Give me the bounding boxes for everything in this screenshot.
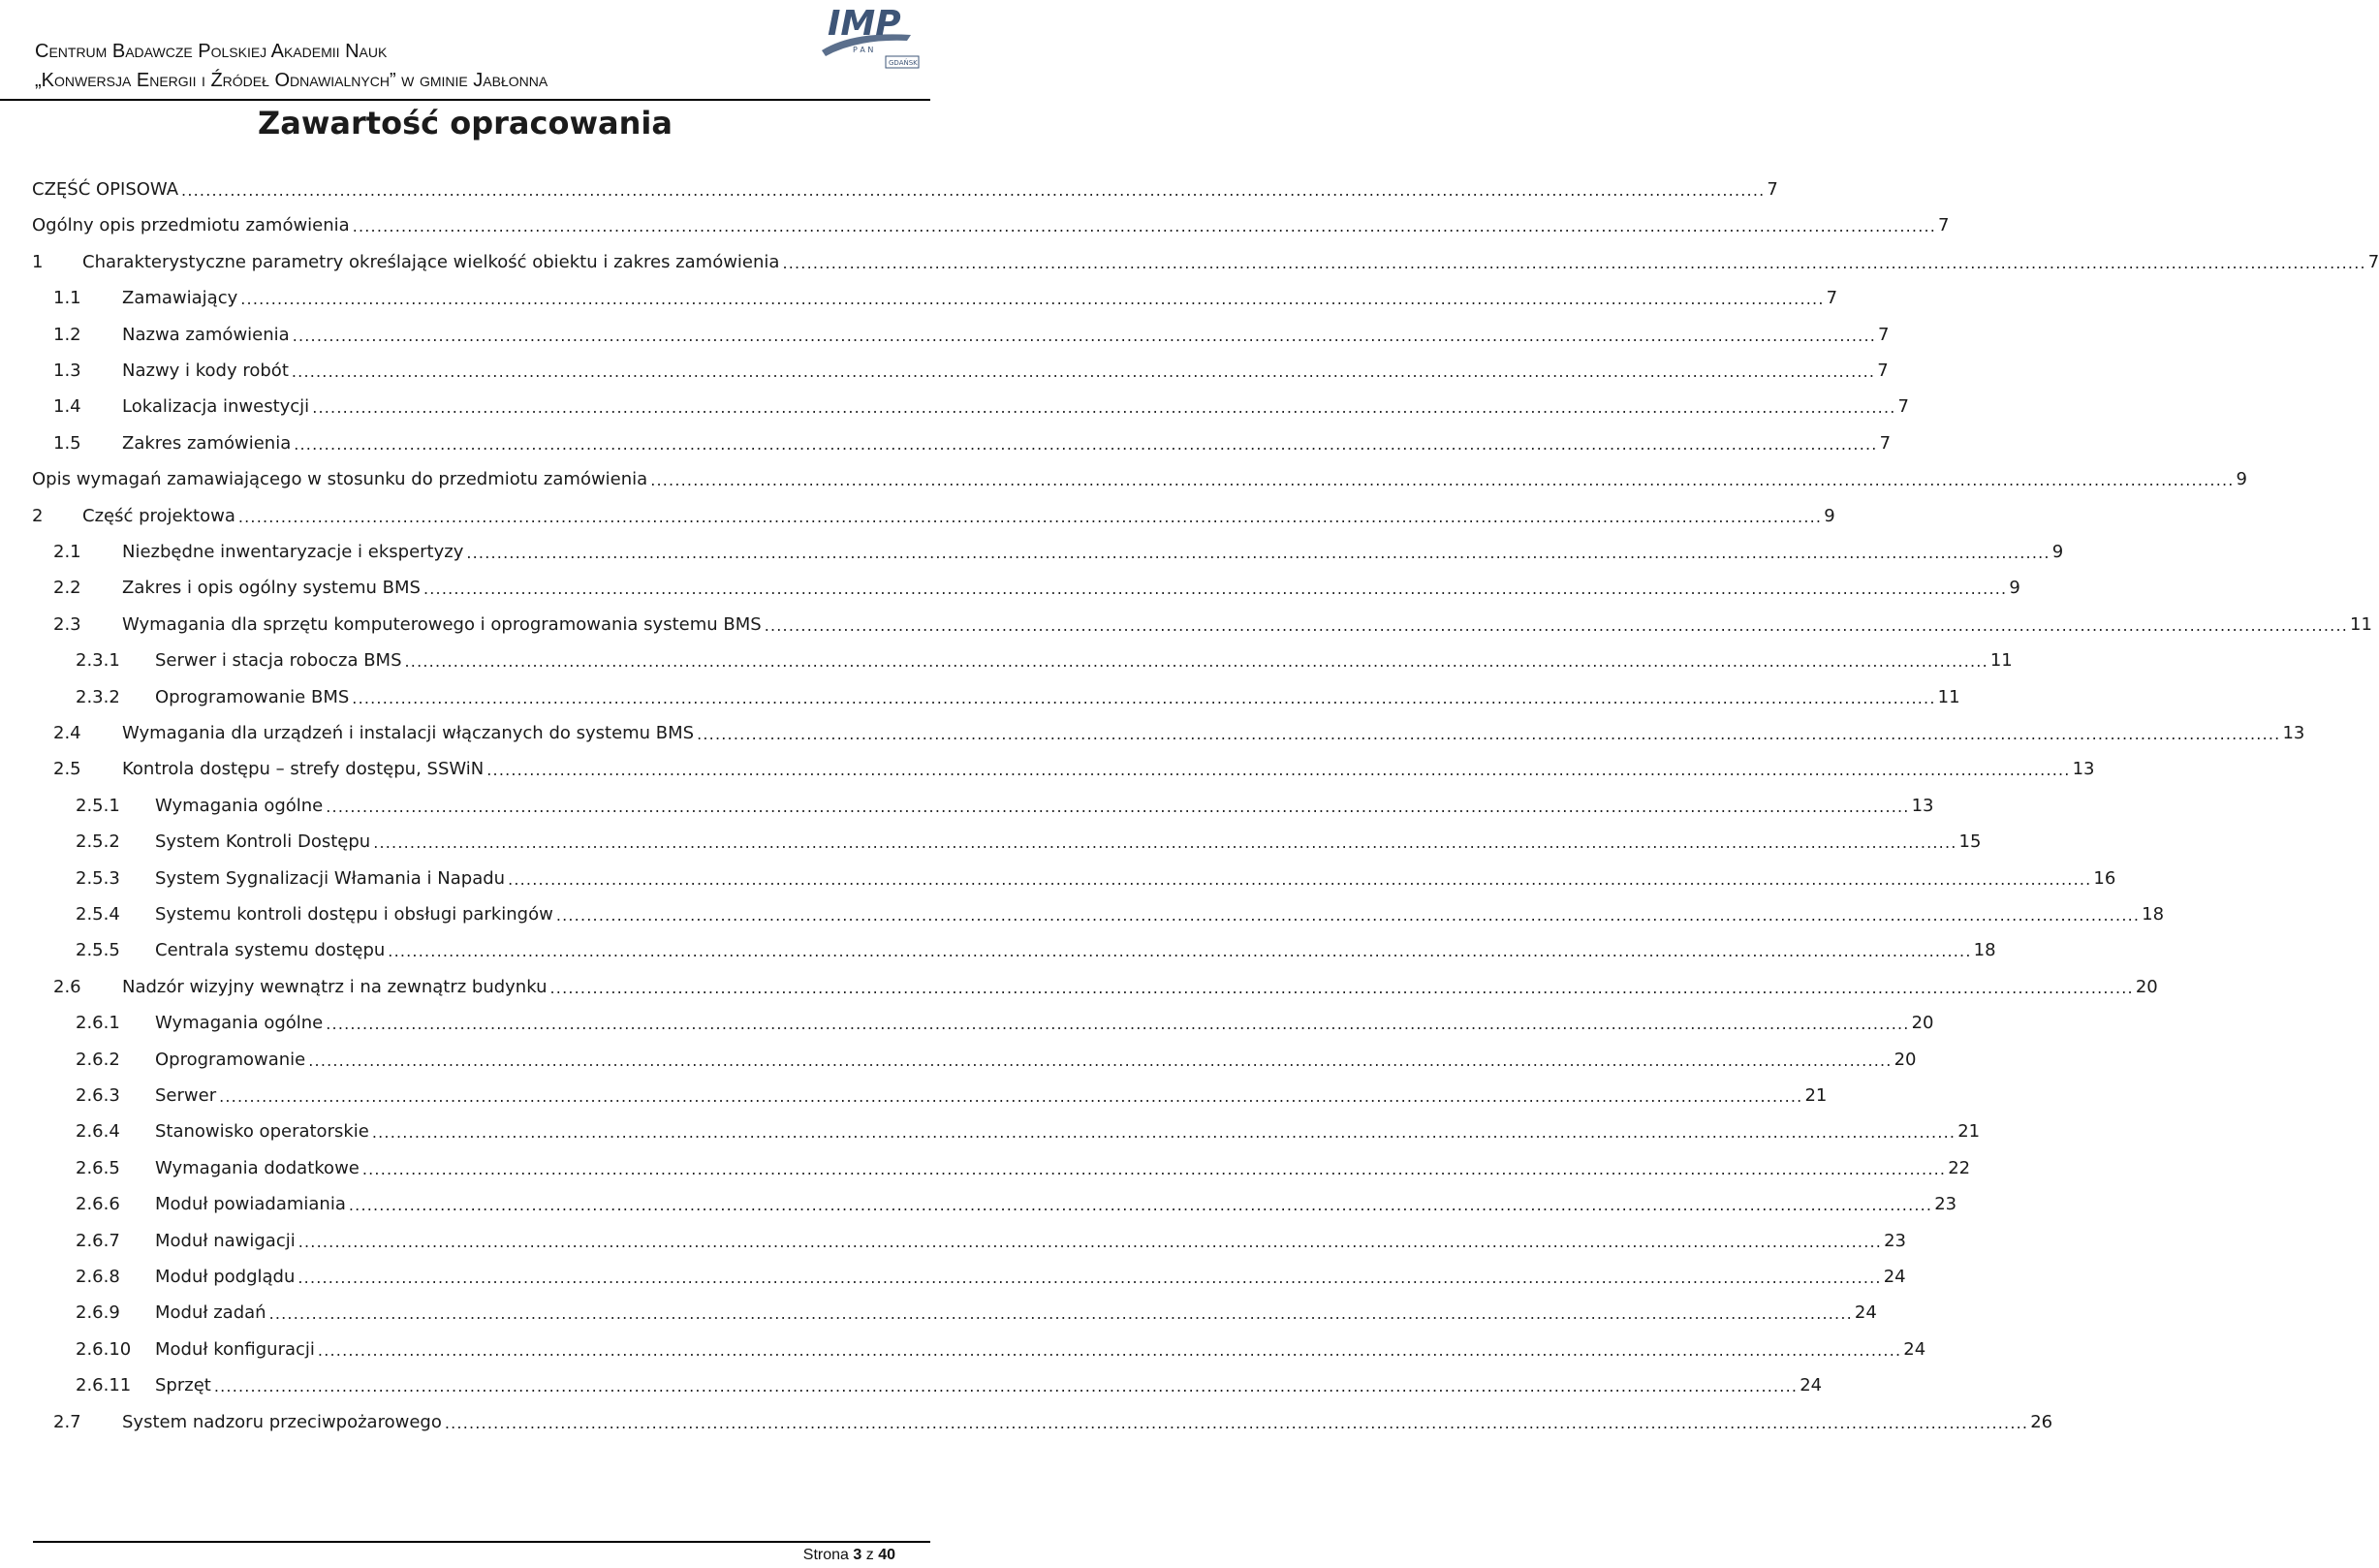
toc-entry-number: 1.3: [53, 361, 81, 381]
toc-entry-number: 2.6.6: [76, 1194, 120, 1215]
toc-entry[interactable]: [32, 460, 2247, 490]
toc-entry-page: 22: [1948, 1157, 1971, 1178]
toc-entry-title: Stanowisko operatorskie: [155, 1121, 369, 1143]
toc-dot-leader: ....................................................................................................................................................................................................................................................................: [181, 181, 1766, 200]
toc-entry-number: 1.2: [53, 324, 81, 345]
toc-entry-page: 18: [1973, 940, 1996, 961]
toc-dot-leader: ....................................................................................................................................................................................................................................................................: [291, 362, 1876, 381]
toc-dot-leader: ....................................................................................................................................................................................................................................................................: [352, 688, 1936, 707]
toc-dot-leader: ....................................................................................................................................................................................................................................................................: [213, 1377, 1799, 1396]
toc-dot-leader: ....................................................................................................................................................................................................................................................................: [555, 906, 2141, 925]
document-title: Zawartość opracowania: [258, 105, 673, 141]
toc-dot-leader: ....................................................................................................................................................................................................................................................................: [297, 1269, 1882, 1287]
toc-entry[interactable]: [76, 1004, 1934, 1034]
toc-entry-page: 24: [1854, 1302, 1877, 1324]
toc-entry-page: 7: [1897, 396, 1909, 418]
toc-entry-page: 7: [1826, 288, 1838, 309]
toc-dot-leader: ....................................................................................................................................................................................................................................................................: [312, 398, 1896, 418]
toc-dot-leader: ....................................................................................................................................................................................................................................................................: [404, 652, 1988, 672]
toc-entry-page: 11: [2350, 613, 2372, 635]
toc-entry-title: Lokalizacja inwestycji: [122, 396, 310, 418]
header-institution: Centrum Badawcze Polskiej Akademii Nauk: [35, 41, 388, 62]
toc-dot-leader: ....................................................................................................................................................................................................................................................................: [297, 1232, 1883, 1251]
toc-entry-number: 2.3: [53, 613, 81, 635]
toc-entry-title: Zakres zamówienia: [122, 432, 292, 454]
toc-entry-number: 1.1: [53, 288, 81, 309]
toc-entry[interactable]: [76, 1366, 1823, 1396]
toc-entry-number: 2.6.10: [76, 1338, 132, 1360]
toc-entry-title: Wymagania dla sprzętu komputerowego i oprogramowania systemu BMS: [122, 613, 762, 635]
toc-entry-title: Niezbędne inwentaryzacje i ekspertyzy: [122, 542, 464, 562]
toc-dot-leader: ....................................................................................................................................................................................................................................................................: [219, 1087, 1803, 1106]
toc-entry[interactable]: [32, 497, 1835, 526]
toc-entry[interactable]: [53, 533, 2064, 562]
toc-entry-page: 24: [1903, 1338, 1926, 1360]
toc-dot-leader: ....................................................................................................................................................................................................................................................................: [268, 1304, 1853, 1324]
svg-text:IMP: IMP: [828, 4, 901, 44]
toc-entry-page: 13: [2072, 759, 2095, 780]
toc-entry-title: Wymagania dla urządzeń i instalacji włączanych do systemu BMS: [122, 723, 695, 743]
toc-entry-page: 7: [1879, 432, 1892, 454]
toc-entry-page: 20: [2135, 976, 2158, 997]
toc-entry[interactable]: [76, 1113, 1981, 1143]
toc-dot-leader: ....................................................................................................................................................................................................................................................................: [317, 1340, 1902, 1360]
toc-entry-page: 7: [1938, 215, 1950, 236]
toc-dot-leader: ....................................................................................................................................................................................................................................................................: [326, 797, 1910, 816]
toc-entry-number: 2.5.5: [76, 940, 120, 961]
toc-entry[interactable]: [76, 1149, 1971, 1178]
toc-entry-page: 11: [1937, 686, 1960, 707]
toc-entry-number: 2.4: [53, 723, 81, 743]
toc-entry[interactable]: [53, 352, 1889, 381]
toc-entry-title: Wymagania ogólne: [155, 795, 324, 816]
toc-entry-number: 2.6.8: [76, 1267, 120, 1287]
page-footer: [803, 1547, 895, 1564]
toc-entry-page: 7: [1767, 179, 1778, 200]
imp-pan-logo: [814, 2, 921, 72]
toc-entry[interactable]: [76, 642, 2013, 672]
toc-entry[interactable]: [76, 1294, 1877, 1324]
toc-entry-title: Wymagania ogólne: [155, 1013, 324, 1034]
toc-dot-leader: ....................................................................................................................................................................................................................................................................: [444, 1413, 2029, 1432]
toc-entry-title: Oprogramowanie: [155, 1049, 306, 1070]
toc-entry-number: 2.6.4: [76, 1121, 120, 1143]
toc-dot-leader: ....................................................................................................................................................................................................................................................................: [240, 290, 1825, 309]
toc-entry-page: 13: [2282, 723, 2305, 743]
toc-entry[interactable]: [76, 1222, 1906, 1251]
toc-entry[interactable]: [53, 316, 1890, 345]
toc-entry[interactable]: [76, 1331, 1926, 1360]
page-header: [0, 0, 930, 101]
toc-entry[interactable]: [76, 860, 2116, 889]
toc-entry[interactable]: [76, 787, 1934, 816]
toc-entry[interactable]: [53, 279, 1838, 309]
toc-entry[interactable]: [53, 606, 2372, 635]
toc-dot-leader: ....................................................................................................................................................................................................................................................................: [308, 1051, 1893, 1070]
toc-entry-title: CZĘŚĆ OPISOWA: [32, 179, 179, 200]
toc-entry[interactable]: [53, 569, 2020, 599]
toc-entry-title: Moduł podglądu: [155, 1267, 296, 1287]
toc-entry-title: Systemu kontroli dostępu i obsługi parkingów: [155, 904, 553, 925]
toc-entry-number: 2.7: [53, 1411, 81, 1432]
toc-entry-page: 15: [1958, 831, 1982, 853]
toc-entry[interactable]: [76, 1258, 1906, 1287]
toc-entry-title: Nazwy i kody robót: [122, 361, 289, 381]
toc-entry-title: Moduł konfiguracji: [155, 1338, 315, 1360]
toc-entry-page: 24: [1800, 1375, 1823, 1396]
toc-entry-number: 1: [32, 251, 44, 272]
toc-entry-number: 2.6: [53, 976, 81, 997]
toc-entry-page: 9: [2009, 578, 2020, 599]
toc-entry-title: Zakres i opis ogólny systemu BMS: [122, 578, 421, 599]
toc-entry-page: 9: [2051, 542, 2064, 562]
toc-entry-number: 2.6.7: [76, 1230, 120, 1251]
toc-entry-number: 2.3.1: [76, 650, 120, 672]
toc-entry-page: 7: [1878, 324, 1890, 345]
toc-entry-page: 18: [2142, 904, 2165, 925]
toc-entry-page: 16: [2093, 867, 2116, 889]
toc-entry-number: 2.5.3: [76, 867, 120, 889]
toc-entry[interactable]: [53, 714, 2305, 743]
toc-entry-title: Wymagania dodatkowe: [155, 1157, 360, 1178]
toc-entry-page: 26: [2030, 1411, 2053, 1432]
toc-entry-number: 1.5: [53, 432, 81, 454]
toc-entry[interactable]: [76, 823, 1982, 853]
toc-entry-number: 2.5.1: [76, 795, 120, 816]
toc-entry[interactable]: [76, 678, 1960, 707]
svg-text:GDAŃSK: GDAŃSK: [889, 59, 918, 67]
toc-dot-leader: ....................................................................................................................................................................................................................................................................: [294, 434, 1878, 454]
toc-entry[interactable]: [32, 243, 2379, 272]
toc-entry-page: 23: [1934, 1194, 1957, 1215]
toc-entry-number: 2.1: [53, 542, 81, 562]
toc-entry[interactable]: [32, 171, 1778, 200]
toc-dot-leader: ....................................................................................................................................................................................................................................................................: [361, 1159, 1947, 1178]
toc-entry-number: 2.2: [53, 578, 81, 599]
footer-prefix: Strona: [802, 1547, 849, 1563]
svg-text:P A N: P A N: [853, 46, 874, 54]
toc-entry-title: Opis wymagań zamawiającego w stosunku do przedmiotu zamówienia: [32, 469, 648, 490]
toc-entry[interactable]: [53, 388, 1909, 418]
toc-entry-number: 2.6.3: [76, 1085, 120, 1106]
toc-entry[interactable]: [53, 750, 2095, 780]
toc-entry[interactable]: [76, 1077, 1828, 1106]
toc-entry-title: Charakterystyczne parametry określające wielkość obiektu i zakres zamówienia: [82, 251, 780, 272]
toc-entry-page: 13: [1911, 795, 1934, 816]
toc-entry-page: 23: [1884, 1230, 1906, 1251]
toc-entry-number: 1.4: [53, 396, 81, 418]
toc-entry-title: Centrala systemu dostępu: [155, 940, 386, 961]
toc-entry-number: 2.5.2: [76, 831, 120, 853]
toc-entry-number: 2.6.5: [76, 1157, 120, 1178]
toc-dot-leader: ....................................................................................................................................................................................................................................................................: [764, 615, 2349, 635]
toc-entry-title: Oprogramowanie BMS: [155, 686, 350, 707]
toc-dot-leader: ....................................................................................................................................................................................................................................................................: [650, 471, 2235, 490]
toc-entry[interactable]: [76, 895, 2165, 925]
toc-entry[interactable]: [53, 1403, 2053, 1432]
toc-dot-leader: ....................................................................................................................................................................................................................................................................: [237, 507, 1823, 526]
toc-entry-title: Nazwa zamówienia: [122, 324, 290, 345]
toc-entry-number: 2.5: [53, 759, 81, 780]
toc-dot-leader: ....................................................................................................................................................................................................................................................................: [486, 761, 2071, 780]
toc-entry-title: Kontrola dostępu – strefy dostępu, SSWiN: [122, 759, 485, 780]
toc-dot-leader: ....................................................................................................................................................................................................................................................................: [292, 326, 1877, 345]
toc-entry[interactable]: [76, 1185, 1957, 1215]
toc-entry-title: Sprzęt: [155, 1375, 211, 1396]
toc-entry[interactable]: [53, 968, 2158, 997]
footer-total-pages: 40: [878, 1547, 895, 1563]
toc-dot-leader: ....................................................................................................................................................................................................................................................................: [373, 833, 1957, 853]
toc-entry-page: 21: [1957, 1121, 1981, 1143]
toc-entry-title: System Kontroli Dostępu: [155, 831, 371, 853]
footer-divider: [33, 1541, 930, 1543]
toc-entry[interactable]: [76, 1041, 1917, 1070]
toc-entry-page: 11: [1989, 650, 2013, 672]
toc-entry-title: Moduł zadań: [155, 1302, 266, 1324]
toc-dot-leader: ....................................................................................................................................................................................................................................................................: [388, 942, 1972, 961]
toc-dot-leader: ....................................................................................................................................................................................................................................................................: [466, 544, 2050, 562]
footer-separator: z: [865, 1547, 874, 1563]
toc-entry-title: Zamawiający: [122, 288, 238, 309]
toc-entry-title: Serwer i stacja robocza BMS: [155, 650, 402, 672]
toc-entry-page: 9: [2236, 469, 2247, 490]
toc-entry-page: 20: [1894, 1049, 1917, 1070]
toc-dot-leader: ....................................................................................................................................................................................................................................................................: [348, 1196, 1933, 1215]
toc-entry-title: System Sygnalizacji Włamania i Napadu: [155, 867, 506, 889]
toc-entry-number: 2.6.1: [76, 1013, 120, 1034]
toc-entry-number: 2.3.2: [76, 686, 120, 707]
toc-dot-leader: ....................................................................................................................................................................................................................................................................: [697, 725, 2281, 743]
toc-entry-title: Nadzór wizyjny wewnątrz i na zewnątrz budynku: [122, 976, 548, 997]
footer-current-page: 3: [853, 1547, 862, 1563]
toc-entry-page: 7: [1877, 361, 1889, 381]
toc-entry-title: Moduł nawigacji: [155, 1230, 296, 1251]
toc-entry-title: Serwer: [155, 1085, 217, 1106]
toc-entry-number: 2.6.11: [76, 1375, 132, 1396]
toc-entry-number: 2.5.4: [76, 904, 120, 925]
header-project: „Konwersja Energii i Źródeł Odnawialnych” w gminie Jabłonna: [35, 70, 548, 91]
toc-entry-page: 9: [1824, 505, 1835, 526]
toc-entry-title: Moduł powiadamiania: [155, 1194, 346, 1215]
toc-dot-leader: ....................................................................................................................................................................................................................................................................: [782, 253, 2366, 272]
toc-entry-title: Ogólny opis przedmiotu zamówienia: [32, 215, 350, 236]
toc-dot-leader: ....................................................................................................................................................................................................................................................................: [549, 978, 2134, 997]
toc-entry-number: 2.6.2: [76, 1049, 120, 1070]
toc-dot-leader: ....................................................................................................................................................................................................................................................................: [508, 869, 2092, 889]
toc-entry-title: System nadzoru przeciwpożarowego: [122, 1411, 442, 1432]
toc-entry[interactable]: [76, 931, 1996, 961]
toc-entry-number: 2: [32, 505, 44, 526]
toc-dot-leader: ....................................................................................................................................................................................................................................................................: [423, 580, 2008, 599]
toc-entry-page: 24: [1883, 1267, 1906, 1287]
toc-entry-page: 21: [1804, 1085, 1828, 1106]
toc-dot-leader: ....................................................................................................................................................................................................................................................................: [326, 1015, 1910, 1034]
toc-entry-page: 20: [1911, 1013, 1934, 1034]
toc-entry-title: Część projektowa: [82, 505, 235, 526]
toc-dot-leader: ....................................................................................................................................................................................................................................................................: [371, 1123, 1956, 1143]
toc-entry[interactable]: [32, 206, 1950, 236]
toc-entry-number: 2.6.9: [76, 1302, 120, 1324]
toc-entry-page: 7: [2367, 251, 2379, 272]
toc-entry[interactable]: [53, 424, 1892, 454]
toc-dot-leader: ....................................................................................................................................................................................................................................................................: [352, 217, 1937, 236]
